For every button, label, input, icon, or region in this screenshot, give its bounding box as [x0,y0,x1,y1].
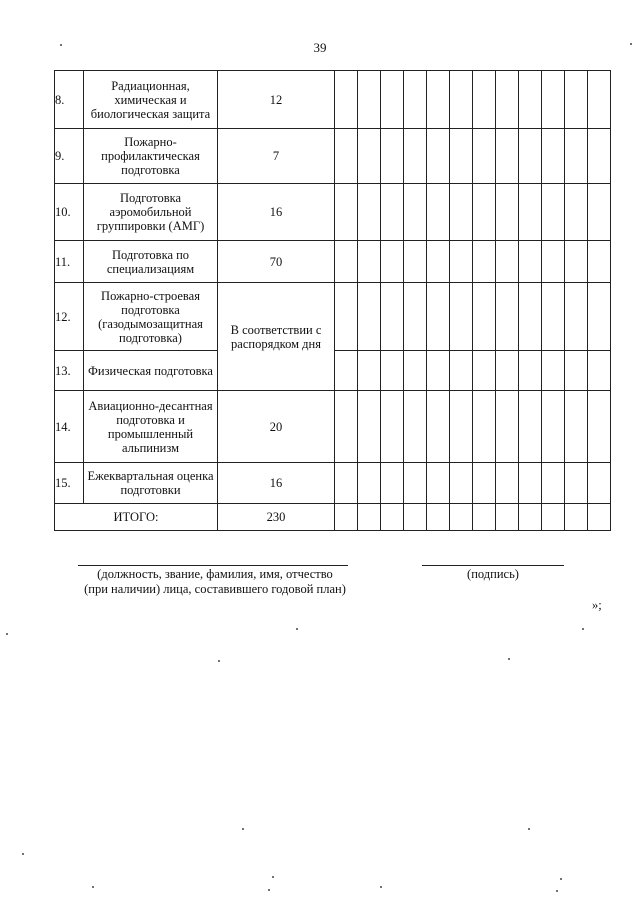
scan-speck [560,878,562,880]
hours-cell: 16 [218,463,335,504]
row-number: 13. [55,351,84,391]
scan-speck [268,889,270,891]
row-number: 10. [55,184,84,241]
row-number: 15. [55,463,84,504]
hours-cell: 12 [218,71,335,129]
position-caption-line2: (при наличии) лица, составившего годовой план) [84,582,346,596]
signature-line [422,565,564,566]
table-row [55,71,611,129]
table-row [55,184,611,241]
scan-speck [556,890,558,892]
hours-cell: 7 [218,129,335,184]
discipline-name: Подготовка аэромобильной группировки (АМГ) [84,184,218,241]
scan-speck [218,660,220,662]
scan-speck [296,628,298,630]
table-row [55,283,611,351]
position-signature-line [78,565,348,566]
row-number: 9. [55,129,84,184]
annual-plan-table [54,70,611,531]
scan-speck [630,43,632,45]
row-number: 14. [55,391,84,463]
discipline-name: Пожарно-профилактическая подготовка [84,129,218,184]
scan-speck [60,44,62,46]
total-label: ИТОГО: [55,504,218,531]
table-row [55,241,611,283]
discipline-name: Радиационная, химическая и биологическая защита [84,71,218,129]
discipline-name: Авиационно-десантная подготовка и промышленный альпинизм [84,391,218,463]
row-number: 11. [55,241,84,283]
hours-cell: 20 [218,391,335,463]
row-number: 12. [55,283,84,351]
table-row [55,391,611,463]
scan-speck [508,658,510,660]
scan-speck [6,633,8,635]
scan-speck [380,886,382,888]
hours-cell: 16 [218,184,335,241]
page-number: 39 [313,40,327,55]
row-number: 8. [55,71,84,129]
position-caption-line1: (должность, звание, фамилия, имя, отчество [97,567,333,581]
scan-speck [582,628,584,630]
scan-speck [92,886,94,888]
discipline-name: Подготовка по специализациям [84,241,218,283]
scan-speck [272,876,274,878]
signature-caption: (подпись) [467,567,519,581]
scan-speck [242,828,244,830]
discipline-name: Ежеквартальная оценка подготовки [84,463,218,504]
hours-cell-merged: В соответствии с распорядком дня [218,283,335,391]
scan-speck [22,853,24,855]
total-row [55,504,611,531]
hours-cell: 70 [218,241,335,283]
table-row [55,129,611,184]
discipline-name: Пожарно-строевая подготовка (газодымозащитная подготовка) [84,283,218,351]
table-row [55,463,611,504]
total-hours: 230 [218,504,335,531]
discipline-name: Физическая подготовка [84,351,218,391]
scan-speck [528,828,530,830]
closing-mark: »; [592,598,602,612]
